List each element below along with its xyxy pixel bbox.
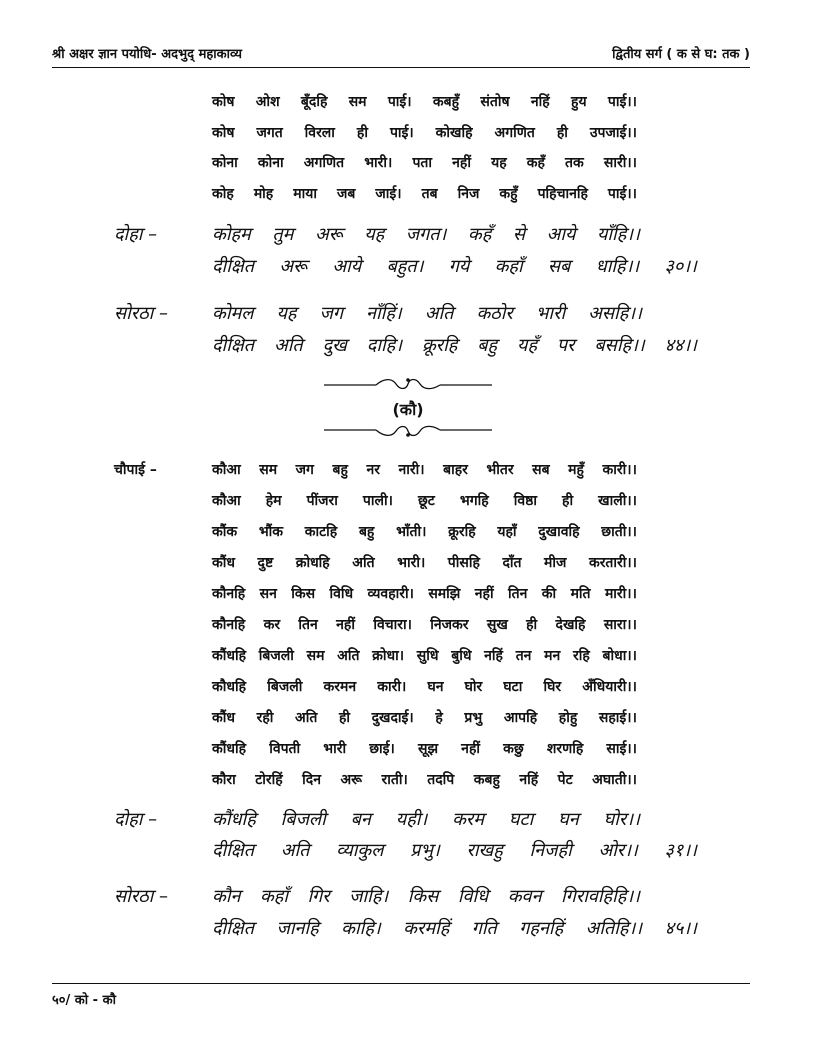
chaupai-line: कौधहि बिजली करमन कारी। घन घोर घटा घिर अँधियारी।। — [212, 679, 637, 695]
doha-line: कोहम तुम अरू यह जगत। कहँ से आये याँहि।। — [212, 224, 640, 245]
doha-label: दोहा – — [114, 809, 158, 830]
sortha-line: कौन कहाँ गिर जाहि। किस विधि कवन गिरावहिहि।। — [212, 886, 640, 907]
ornament-divider-bottom — [324, 423, 492, 439]
sortha-line: कोमल यह जग नाँहिं। अति कठोर भारी असहि।। — [212, 303, 642, 324]
section-title: (कौ) — [392, 400, 424, 419]
verse-line: कोष ओश बूँदहि सम पाई। कबहुँ संतोष नहिं हुय पाई।। — [212, 94, 637, 110]
running-header-chapter: द्वितीय सर्ग ( क से घ: तक ) — [612, 47, 750, 62]
doha-line: कौंधहि बिजली बन यही। करम घटा घन घोर।। — [212, 809, 640, 830]
chaupai-line: कौनहि सन किस विधि व्यवहारी। समझि नहीं तिन की मति मारी।। — [212, 586, 637, 602]
page-footer: ५०/ को - कौ — [52, 993, 116, 1008]
doha-label: दोहा – — [114, 224, 158, 245]
sortha-line: दीक्षित जानहि काहि। करमहिं गति गहनहिं अतिहि।। ४५।। — [212, 918, 697, 939]
chaupai-line: कौरा टोरहिं दिन अरू राती। तदपि कबहु नहिं पेट अघाती।। — [212, 772, 637, 788]
chaupai-line: कौआ हेम पींजरा पाली। छूट भगहि विष्ठा ही खाली।। — [212, 493, 637, 509]
sortha-label: सोरठा – — [114, 303, 169, 324]
sortha-line: दीक्षित अति दुख दाहि। क्रूरहि बहु यहँ पर बसहि।। ४४।। — [212, 335, 697, 356]
chaupai-line: कौंध रही अति ही दुखदाई। हे प्रभु आपहि होहु सहाई।। — [212, 710, 637, 726]
verse-line: कोना कोना अगणित भारी। पता नहीं यह कहँ तक सारी।। — [212, 155, 637, 171]
chaupai-line: कौंधहि बिजली सम अति क्रोधा। सुधि बुधि नहिं तन मन रहि बोधा।। — [212, 648, 637, 664]
verse-line: कोह मोह माया जब जाई। तब निज कहुँ पहिचानहि पाई।। — [212, 186, 637, 202]
verse-line: कोष जगत विरला ही पाई। कोखहि अगणित ही उपजाई।। — [212, 125, 637, 141]
doha-line: दीक्षित अति व्याकुल प्रभु। राखहु निजही ओर।। ३१।। — [212, 840, 697, 861]
chaupai-label: चौपाई – — [114, 462, 157, 478]
doha-line: दीक्षित अरू आये बहुत। गये कहाँ सब धाहि।। ३०।। — [212, 256, 697, 277]
chaupai-line: कौंधहि विपती भारी छाई। सूझ नहीं कछु शरणहि साई।। — [212, 741, 637, 757]
ornament-divider-top — [324, 376, 492, 392]
chaupai-line: कौंक भौंक काटहि बहु भाँती। क्रूरहि यहाँ दुखावहि छाती।। — [212, 524, 637, 540]
chaupai-line: कौआ सम जग बहु नर नारी। बाहर भीतर सब महुँ कारी।। — [212, 462, 637, 478]
running-header-title: श्री अक्षर ज्ञान पयोधि- अदभुद् महाकाव्य — [52, 47, 242, 62]
sortha-label: सोरठा – — [114, 886, 169, 907]
header-rule — [52, 67, 750, 68]
chaupai-line: कौनहि कर तिन नहीं विचारा। निजकर सुख ही देखहि सारा।। — [212, 617, 637, 633]
chaupai-line: कौंध दुष्ट क्रोधहि अति भारी। पीसहि दाँत मीज करतारी।। — [212, 555, 637, 571]
footer-rule — [52, 983, 750, 984]
